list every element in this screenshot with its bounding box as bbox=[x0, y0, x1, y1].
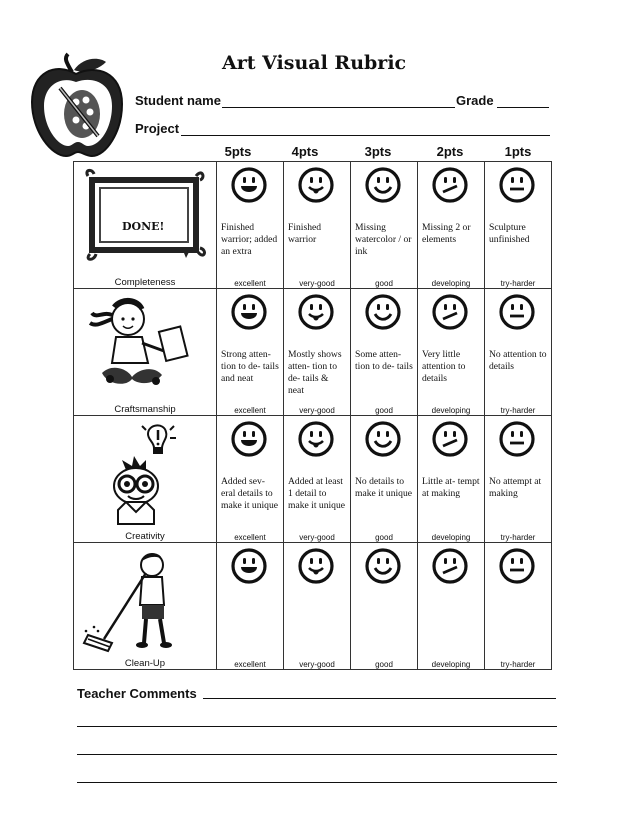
category-cell bbox=[74, 289, 217, 416]
rubric-table bbox=[73, 161, 552, 670]
category-label: Craftsmanship bbox=[114, 404, 176, 415]
criterion-description: No attention to details bbox=[489, 349, 547, 372]
level-label: very-good bbox=[299, 533, 335, 542]
neutral-face-icon bbox=[499, 294, 535, 330]
grin-face-icon bbox=[231, 548, 267, 584]
criterion-description: No attempt at making bbox=[489, 476, 542, 499]
criterion-description: Finished warrior; added an extra bbox=[221, 222, 278, 257]
score-cell[interactable] bbox=[351, 289, 418, 416]
score-cell[interactable] bbox=[418, 416, 485, 543]
score-cell[interactable] bbox=[418, 162, 485, 289]
tongue-face-icon bbox=[298, 167, 334, 203]
comments-line[interactable] bbox=[77, 726, 557, 727]
category-label: Completeness bbox=[114, 277, 176, 288]
criterion-description: Added at least 1 detail to make it unique bbox=[288, 476, 346, 511]
score-cell[interactable] bbox=[217, 162, 284, 289]
score-cell[interactable] bbox=[418, 543, 485, 670]
apple-palette-logo bbox=[26, 52, 126, 162]
points-header: 4pts bbox=[291, 144, 319, 159]
student-name-field[interactable] bbox=[222, 107, 455, 108]
score-cell[interactable] bbox=[485, 416, 552, 543]
criterion-description: No details to make it unique bbox=[355, 476, 413, 499]
tongue-face-icon bbox=[298, 421, 334, 457]
level-label: developing bbox=[431, 406, 471, 415]
level-label: try-harder bbox=[500, 406, 536, 415]
points-header: 2pts bbox=[436, 144, 464, 159]
points-header: 5pts bbox=[224, 144, 252, 159]
category-cell bbox=[74, 543, 217, 670]
criterion-description: Sculpture unfinished bbox=[489, 222, 530, 245]
project-field[interactable] bbox=[181, 135, 550, 136]
done-frame-icon bbox=[82, 166, 208, 262]
level-label: good bbox=[375, 279, 393, 288]
score-cell[interactable] bbox=[351, 543, 418, 670]
score-cell[interactable] bbox=[351, 162, 418, 289]
score-cell[interactable] bbox=[284, 162, 351, 289]
score-cell[interactable] bbox=[485, 162, 552, 289]
points-header: 1pts bbox=[504, 144, 532, 159]
comments-line[interactable] bbox=[77, 782, 557, 783]
student-name-label: Student name bbox=[135, 93, 221, 108]
neutral-face-icon bbox=[499, 421, 535, 457]
page-title: Art Visual Rubric bbox=[222, 52, 407, 74]
grade-field[interactable] bbox=[497, 107, 549, 108]
criterion-description: Mostly shows atten- tion to de- tails & neat bbox=[288, 349, 342, 396]
score-cell[interactable] bbox=[485, 289, 552, 416]
tongue-face-icon bbox=[298, 294, 334, 330]
score-cell[interactable] bbox=[217, 289, 284, 416]
level-label: developing bbox=[431, 660, 471, 669]
grin-face-icon bbox=[231, 294, 267, 330]
level-label: good bbox=[375, 406, 393, 415]
neutral-face-icon bbox=[499, 548, 535, 584]
grin-face-icon bbox=[231, 421, 267, 457]
score-cell[interactable] bbox=[351, 416, 418, 543]
criterion-description: Missing 2 or elements bbox=[422, 222, 471, 245]
comments-line[interactable] bbox=[203, 698, 556, 699]
level-label: excellent bbox=[234, 406, 266, 415]
rubric-row bbox=[74, 162, 552, 289]
level-label: good bbox=[375, 660, 393, 669]
criterion-description: Added sev- eral details to make it unique bbox=[221, 476, 279, 511]
score-cell[interactable] bbox=[284, 416, 351, 543]
smile-face-icon bbox=[365, 167, 401, 203]
score-cell[interactable] bbox=[284, 289, 351, 416]
score-cell[interactable] bbox=[418, 289, 485, 416]
score-cell[interactable] bbox=[217, 416, 284, 543]
rubric-row bbox=[74, 543, 552, 670]
criterion-description: Strong atten- tion to de- tails and neat bbox=[221, 349, 279, 384]
score-cell[interactable] bbox=[217, 543, 284, 670]
level-label: developing bbox=[431, 533, 471, 542]
level-label: very-good bbox=[299, 279, 335, 288]
level-label: excellent bbox=[234, 660, 266, 669]
points-header: 3pts bbox=[364, 144, 392, 159]
level-label: very-good bbox=[299, 660, 335, 669]
smirk-face-icon bbox=[432, 421, 468, 457]
done-text: DONE! bbox=[122, 220, 165, 233]
criterion-description: Missing watercolor / or ink bbox=[355, 222, 412, 257]
category-cell bbox=[74, 416, 217, 543]
smile-face-icon bbox=[365, 421, 401, 457]
score-cell[interactable] bbox=[485, 543, 552, 670]
level-label: try-harder bbox=[500, 279, 536, 288]
smile-face-icon bbox=[365, 548, 401, 584]
teacher-comments-label: Teacher Comments bbox=[77, 686, 197, 701]
rubric-row bbox=[74, 416, 552, 543]
smile-face-icon bbox=[365, 294, 401, 330]
criterion-description: Finished warrior bbox=[288, 222, 322, 245]
level-label: developing bbox=[431, 279, 471, 288]
grin-face-icon bbox=[231, 167, 267, 203]
comments-line[interactable] bbox=[77, 754, 557, 755]
criterion-description: Little at- tempt at making bbox=[422, 476, 480, 499]
level-label: good bbox=[375, 533, 393, 542]
level-label: try-harder bbox=[500, 660, 536, 669]
criterion-description: Very little attention to details bbox=[422, 349, 466, 384]
level-label: very-good bbox=[299, 406, 335, 415]
category-label: Creativity bbox=[125, 531, 165, 542]
grade-label: Grade bbox=[456, 93, 494, 108]
level-label: excellent bbox=[234, 533, 266, 542]
score-cell[interactable] bbox=[284, 543, 351, 670]
girl-drawing-icon bbox=[82, 293, 208, 399]
smirk-face-icon bbox=[432, 548, 468, 584]
criterion-description: Some atten- tion to de- tails bbox=[355, 349, 413, 372]
category-cell bbox=[74, 162, 217, 289]
sweeping-kid-icon bbox=[82, 547, 208, 653]
smirk-face-icon bbox=[432, 294, 468, 330]
lightbulb-kid-icon bbox=[82, 420, 208, 526]
level-label: try-harder bbox=[500, 533, 536, 542]
smirk-face-icon bbox=[432, 167, 468, 203]
level-label: excellent bbox=[234, 279, 266, 288]
project-label: Project bbox=[135, 121, 180, 136]
tongue-face-icon bbox=[298, 548, 334, 584]
category-label: Clean-Up bbox=[124, 658, 166, 669]
neutral-face-icon bbox=[499, 167, 535, 203]
rubric-row bbox=[74, 289, 552, 416]
